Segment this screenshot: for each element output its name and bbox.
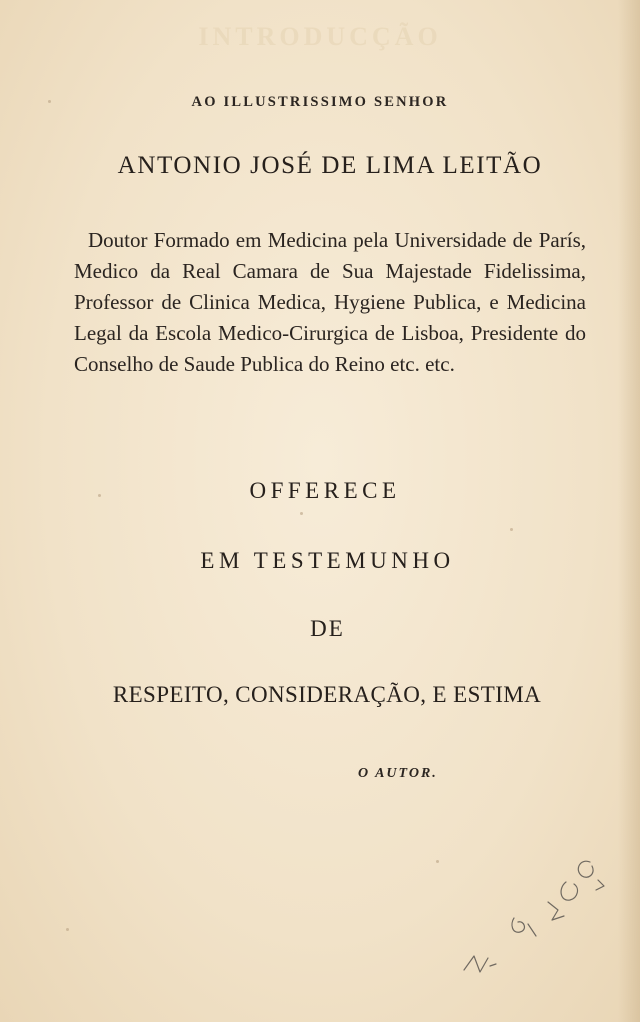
show-through-heading: INTRODUCÇÃO <box>198 22 442 51</box>
paper-speck <box>48 100 51 103</box>
dedicatee-name: ANTONIO JOSÉ DE LIMA LEITÃO <box>117 152 543 179</box>
paper-speck <box>300 512 303 515</box>
dedication-salutation: AO ILLUSTRISSIMO SENHOR <box>191 94 449 110</box>
offers-line: OFFERECE <box>249 478 401 503</box>
paper-speck <box>436 860 439 863</box>
respect-line: RESPEITO, CONSIDERAÇÃO, E ESTIMA <box>112 682 542 707</box>
paper-speck <box>510 528 513 531</box>
paper-speck <box>98 494 101 497</box>
of-line: DE <box>310 616 345 641</box>
testimony-line: EM TESTEMUNHO <box>200 548 455 573</box>
page-edge-shadow <box>618 0 640 1022</box>
dedicatee-credentials: Doutor Formado em Medicina pela Universidade de París, Medico da Real Camara de Sua Majestade Fidelissima, Professor de Clinica Medica, Hygiene Publica, e Medicina Legal da Escola Medico-Cirurgica de Lisboa, Presidente do Conselho de Saude Publica do Reino etc. etc. <box>74 228 586 376</box>
paper-speck <box>66 928 69 931</box>
pencil-marginalia <box>440 840 620 1000</box>
author-signature: O AUTOR. <box>358 766 438 781</box>
